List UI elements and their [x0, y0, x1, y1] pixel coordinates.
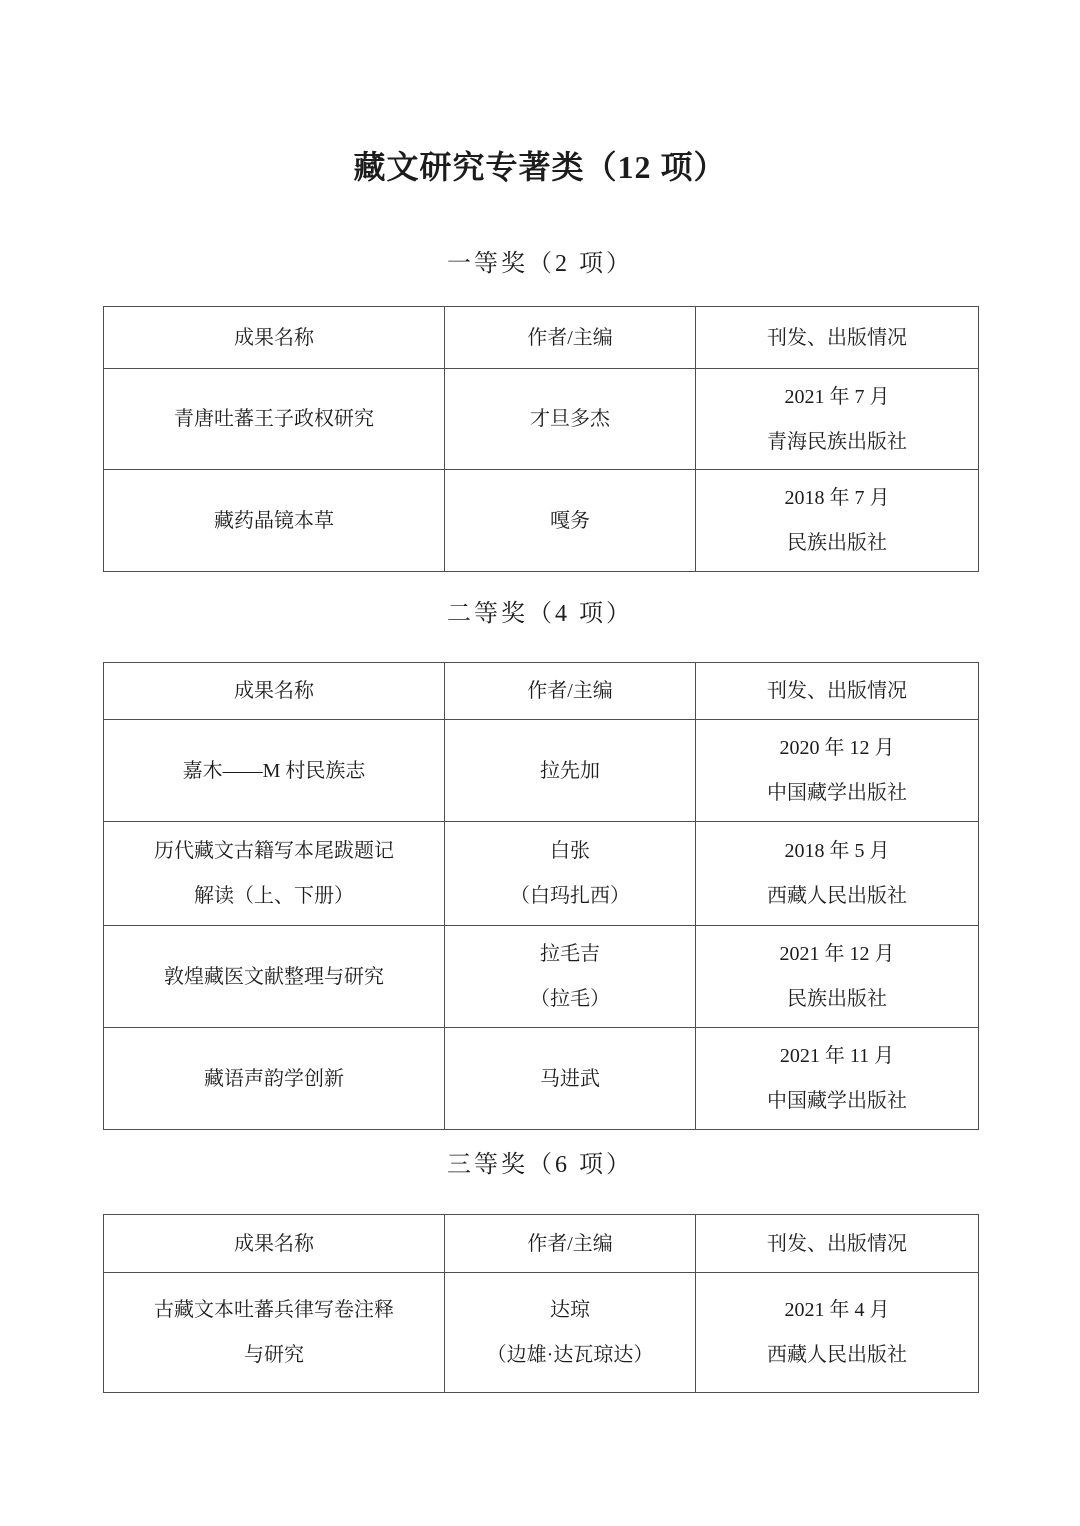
column-header-author: 作者/主编: [445, 307, 696, 369]
text-line: 2020 年 12 月: [779, 737, 895, 759]
publication-cell: [696, 926, 979, 1028]
author-cell: [445, 470, 696, 572]
text-line: 西藏人民出版社: [767, 885, 907, 907]
text-line: 历代藏文古籍写本尾跋题记: [154, 840, 394, 862]
table-row: [104, 822, 979, 926]
text-line: 2018 年 5 月: [784, 840, 890, 862]
page-title: 藏文研究专著类（12 项）: [353, 149, 727, 185]
text-line: 嘎务: [550, 509, 590, 532]
author-cell: [445, 720, 696, 822]
column-header-work-name: 成果名称: [104, 663, 445, 720]
text-line: 与研究: [244, 1344, 304, 1366]
text-line: 解读（上、下册）: [194, 885, 354, 907]
column-header-publication: 刊发、出版情况: [696, 663, 979, 720]
column-header-work-name: 成果名称: [104, 1215, 445, 1273]
table-header-row: [104, 663, 979, 720]
second-prize-table: [103, 662, 979, 1130]
text-line: （白玛扎西）: [510, 885, 630, 907]
table-row: [104, 1273, 979, 1393]
work-name-cell: [104, 720, 445, 822]
text-line: （拉毛）: [530, 988, 610, 1010]
work-name-cell: [104, 470, 445, 572]
text-line: 2021 年 7 月: [784, 385, 890, 408]
section-heading-first-prize: 一等奖（2 项）: [447, 251, 633, 277]
table-row: [104, 470, 979, 572]
text-line: 中国藏学出版社: [767, 1090, 907, 1112]
table-header-row: [104, 1215, 979, 1273]
text-line: 西藏人民出版社: [767, 1344, 907, 1366]
text-line: 2018 年 7 月: [784, 487, 890, 509]
table-row: [104, 720, 979, 822]
section-heading-second-prize: 二等奖（4 项）: [447, 601, 633, 627]
text-line: 嘉木——M 村民族志: [182, 759, 366, 782]
table-header-row: [104, 307, 979, 369]
publication-cell: [696, 1273, 979, 1393]
column-header-author: 作者/主编: [445, 663, 696, 720]
text-line: 马进武: [540, 1067, 600, 1090]
text-line: 白张: [550, 840, 590, 862]
column-header-work-name: 成果名称: [104, 307, 445, 369]
work-name-cell: [104, 369, 445, 470]
text-line: 敦煌藏医文献整理与研究: [164, 965, 384, 988]
work-name-cell: [104, 926, 445, 1028]
column-header-publication: 刊发、出版情况: [696, 1215, 979, 1273]
author-cell: [445, 1273, 696, 1393]
text-line: 中国藏学出版社: [767, 782, 907, 804]
third-prize-table: [103, 1214, 979, 1393]
section-heading-third-prize: 三等奖（6 项）: [447, 1152, 633, 1178]
publication-cell: [696, 369, 979, 470]
text-line: 民族出版社: [787, 532, 887, 554]
text-line: 青海民族出版社: [767, 430, 907, 453]
text-line: 藏药晶镜本草: [214, 509, 334, 532]
table-row: [104, 926, 979, 1028]
author-cell: [445, 926, 696, 1028]
table-row: [104, 1028, 979, 1130]
table-row: [104, 369, 979, 470]
work-name-cell: [104, 822, 445, 926]
column-header-author: 作者/主编: [445, 1215, 696, 1273]
publication-cell: [696, 720, 979, 822]
text-line: 藏语声韵学创新: [204, 1067, 344, 1090]
author-cell: [445, 369, 696, 470]
publication-cell: [696, 1028, 979, 1130]
text-line: （边雄·达瓦琼达）: [486, 1344, 654, 1366]
text-line: 达琼: [550, 1299, 590, 1321]
publication-cell: [696, 822, 979, 926]
author-cell: [445, 1028, 696, 1130]
text-line: 2021 年 4 月: [784, 1299, 890, 1321]
column-header-publication: 刊发、出版情况: [696, 307, 979, 369]
text-line: 青唐吐蕃王子政权研究: [174, 408, 374, 430]
text-line: 2021 年 12 月: [779, 943, 895, 965]
first-prize-table: [103, 306, 979, 572]
work-name-cell: [104, 1028, 445, 1130]
text-line: 拉先加: [540, 759, 600, 782]
text-line: 民族出版社: [787, 988, 887, 1010]
author-cell: [445, 822, 696, 926]
text-line: 2021 年 11 月: [779, 1045, 895, 1067]
text-line: 拉毛吉: [540, 943, 600, 965]
publication-cell: [696, 470, 979, 572]
work-name-cell: [104, 1273, 445, 1393]
text-line: 古藏文本吐蕃兵律写卷注释: [154, 1299, 394, 1321]
text-line: 才旦多杰: [530, 408, 610, 430]
